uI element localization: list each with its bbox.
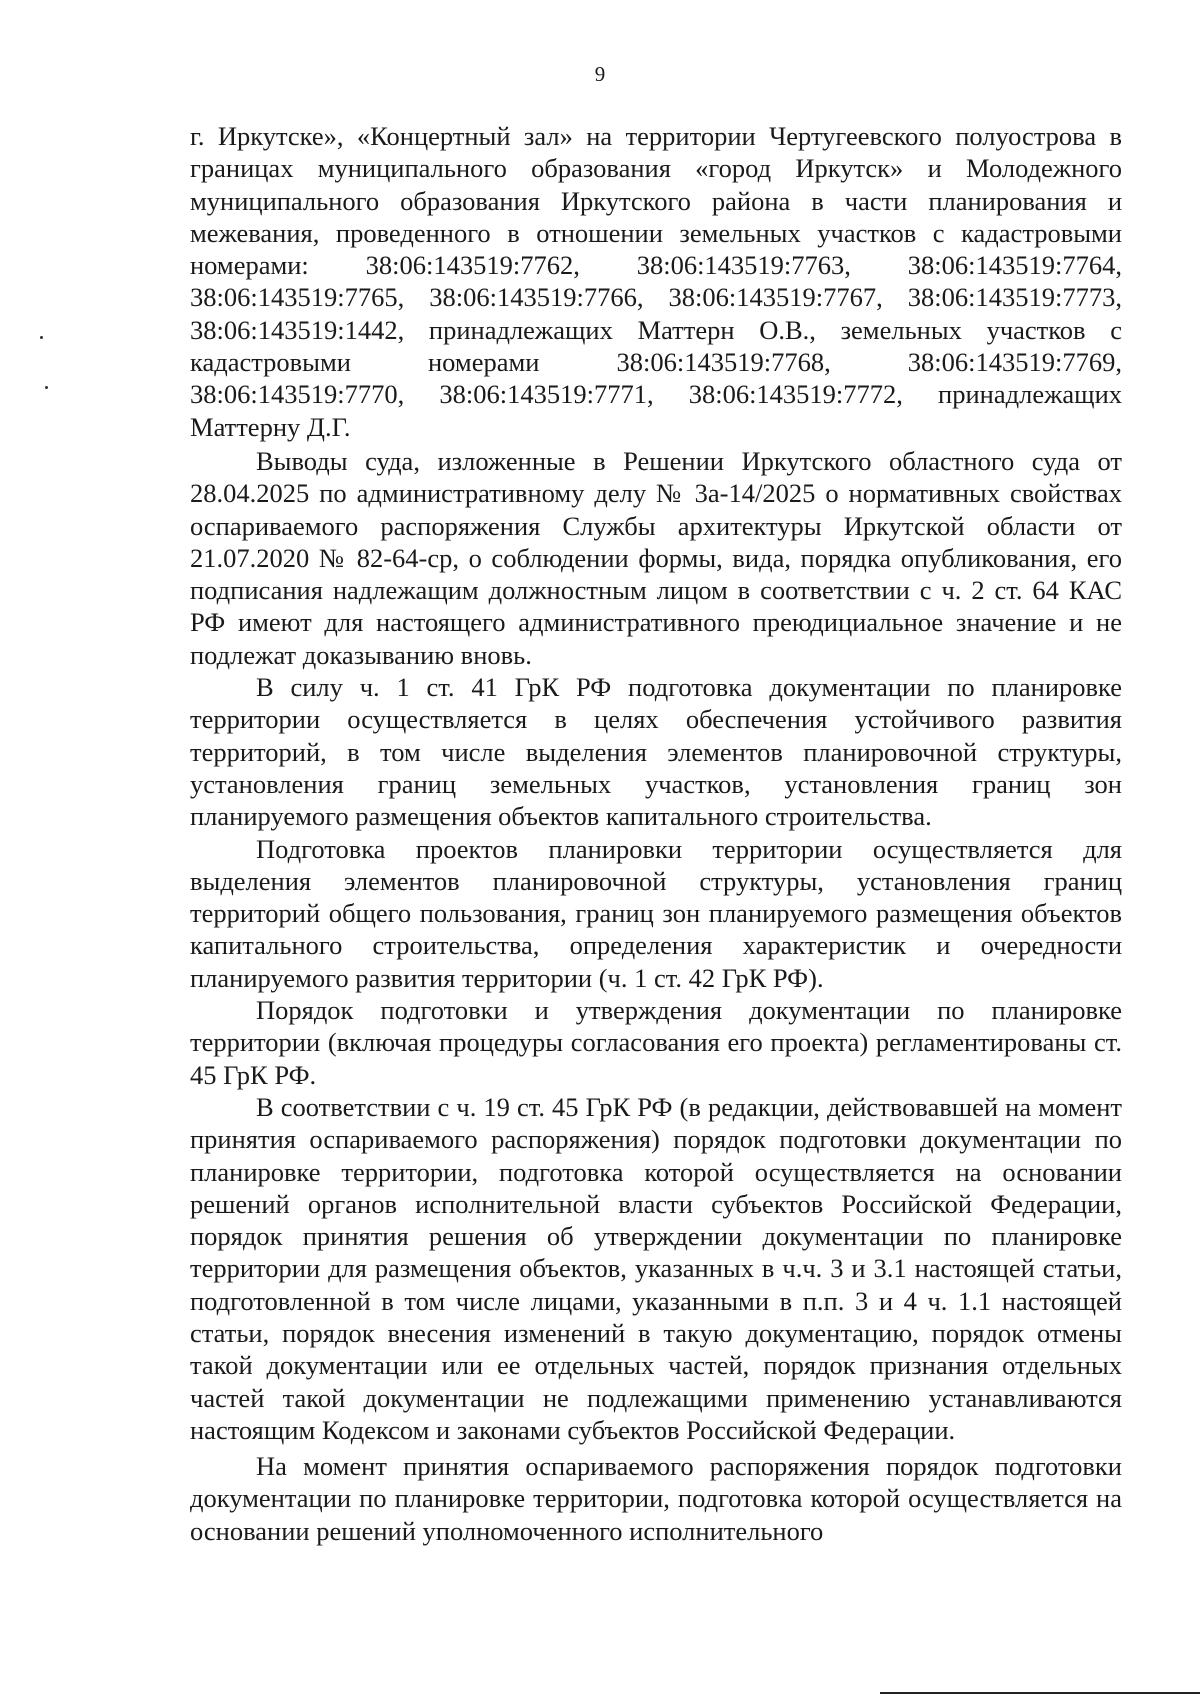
page-number: 9 — [594, 62, 606, 86]
scan-dot-mark — [40, 336, 43, 339]
paragraph-1-continuation: г. Иркутске», «Концертный зал» на территории Чертугеевского полуострова в границах муниципального образования «город Иркутск» и Молодежного муниципального образования Иркутского района в части планирования и межевания, проведенного в отношении земельных участков с кадастровыми номерами: 38:06:143519:7762, 38:06:143519:7763, 38:06:143519:7764, 38:06:143519:7765, 38:06:143519:7766, 38:06:143519:7767, 38:06:143519:7773, 38:06:143519:1442, принадлежащих Маттерн О.В., земельных участков с кадастровыми номерами 38:06:143519:7768, 38:06:143519:7769, 38:06:143519:7770, 38:06:143519:7771, 38:06:143519:7772, принадлежащих Маттерну Д.Г. — [190, 121, 1122, 442]
paragraph-5: Порядок подготовки и утверждения документации по планировке территории (включая процедуры согласования его проекта) регламентированы ст. 45 ГрК РФ. — [190, 995, 1122, 1090]
paragraph-7: На момент принятия оспариваемого распоряжения порядок подготовки документации по планировке территории, подготовка которой осуществляется на основании решений уполномоченного исполнительного — [190, 1451, 1122, 1546]
paragraph-3: В силу ч. 1 ст. 41 ГрК РФ подготовка документации по планировке территории осуществляется в целях обеспечения устойчивого развития территорий, в том числе выделения элементов планировочной структуры, установления границ земельных участков, установления границ зон планируемого размещения объектов капитального строительства. — [190, 672, 1122, 832]
scan-dot-mark — [45, 386, 48, 389]
paragraph-6: В соответствии с ч. 19 ст. 45 ГрК РФ (в редакции, действовавшей на момент принятия оспариваемого распоряжения) порядок подготовки документации по планировке территории, подготовка которой осуществляется на основании решений органов исполнительной власти субъектов Российской Федерации, порядок принятия решения об утверждении документации по планировке территории для размещения объектов, указанных в ч.ч. 3 и 3.1 настоящей статьи, подготовленной в том числе лицами, указанными в п.п. 3 и 4 ч. 1.1 настоящей статьи, порядок внесения изменений в такую документацию, порядок отмены такой документации или ее отдельных частей, порядок признания отдельных частей такой документации не подлежащими применению устанавливаются настоящим Кодексом и законами субъектов Российской Федерации. — [190, 1091, 1122, 1445]
paragraph-2: Выводы суда, изложенные в Решении Иркутского областного суда от 28.04.2025 по административному делу № 3а-14/2025 о нормативных свойствах оспариваемого распоряжения Службы архитектуры Иркутской области от 21.07.2020 № 82-64-ср, о соблюдении формы, вида, порядка опубликования, его подписания надлежащим должностным лицом в соответствии с ч. 2 ст. 64 КАС РФ имеют для настоящего административного преюдициальное значение и не подлежат доказыванию вновь. — [190, 445, 1122, 670]
scan-edge-line — [880, 1692, 1200, 1694]
paragraph-4: Подготовка проектов планировки территории осуществляется для выделения элементов планировочной структуры, установления границ территорий общего пользования, границ зон планируемого размещения объектов капитального строительства, определения характеристик и очередности планируемого развития территории (ч. 1 ст. 42 ГрК РФ). — [190, 833, 1122, 993]
document-body — [190, 120, 1122, 1547]
